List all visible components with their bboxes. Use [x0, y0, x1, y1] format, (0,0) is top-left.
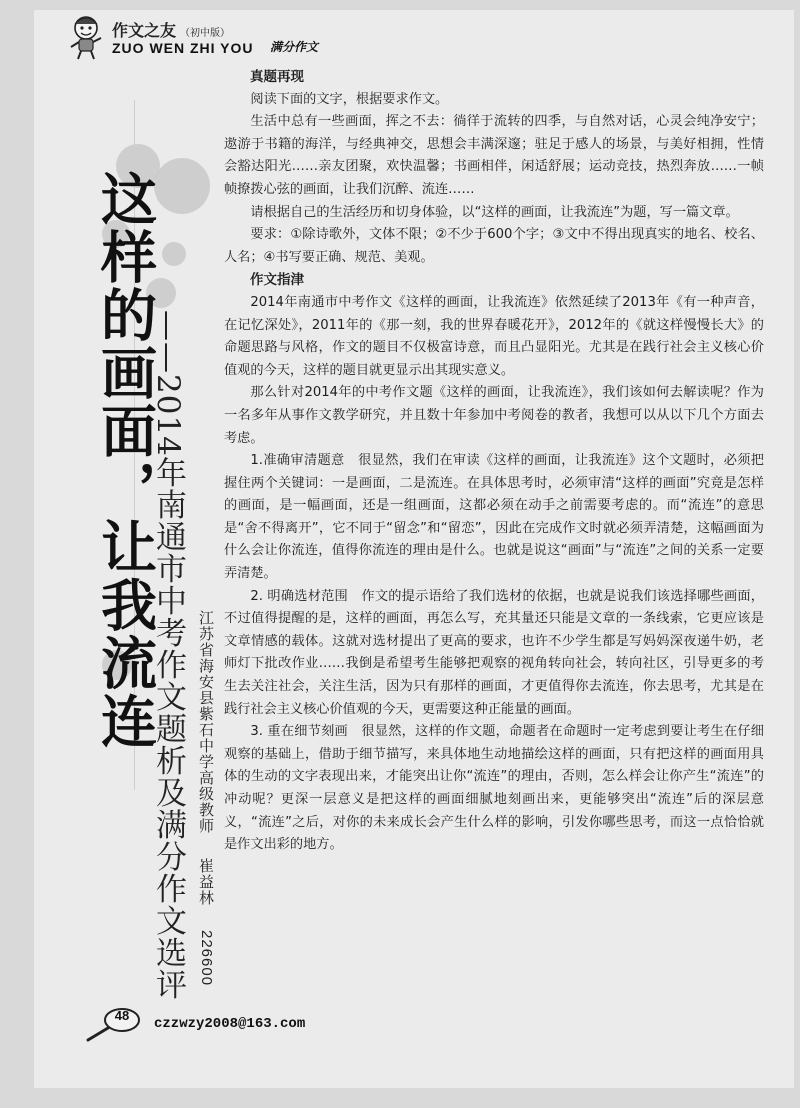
paragraph: 要求：①除诗歌外，文体不限；②不少于600个字；③文中不得出现真实的地名、校名、人名；④书写要正确、规范、美观。: [224, 227, 764, 265]
page-number: 48: [114, 1008, 130, 1023]
decor-circle: [154, 158, 210, 214]
magazine-page: [34, 10, 794, 1088]
paragraph: 请根据自己的生活经历和切身体验，以“这样的画面，让我流连”为题，写一篇文章。: [250, 204, 739, 220]
edition-label: （初中版）: [180, 28, 231, 39]
article-title: 这样的画面，让我流连: [92, 170, 157, 750]
paragraph: 阅读下面的文字，根据要求作文。: [250, 91, 449, 107]
article-subtitle: ——2014年南通市中考作文题析及满分作文选评: [150, 310, 186, 1001]
article-body: [224, 66, 764, 857]
author-zip: 226600: [198, 929, 215, 986]
section-question: [224, 66, 764, 269]
magazine-name: [112, 18, 230, 41]
paragraph: 2014年南通市中考作文《这样的画面，让我流连》依然延续了2013年《有一种声音，在记忆深处》，2011年的《那一刻，我的世界春暖花开》，2012年的《就这样慢慢长大》的命题思路与风格，作文的题目不仅极富诗意，而且凸显阳光。尤其是在践行社会主义核心价值观的今天，这样的题目就更显示出其现实意义。: [224, 294, 764, 378]
magazine-slogan: 满分作文: [270, 40, 319, 54]
magazine-header: [64, 12, 394, 68]
contact-email: czzwzy2008@163.com: [154, 1016, 306, 1032]
magazine-name-en: ZUO WEN ZHI YOU: [112, 40, 254, 56]
paragraph: 2. 明确选材范围 作文的提示语给了我们选材的依据，也就是说我们该选择哪些画面，不过值得提醒的是，这样的画面，再怎么写，充其量还只能是文章的一条线索，它更应该是文章情感的载体。这就对选材提出了更高的要求，也许不少学生都是写妈妈深夜递牛奶，老师灯下批改作业……我倒是希望考生能够把观察的视角转向社会，转向社区，引导更多的考生去关注社会，关注生活，因为只有那样的画面，才更值得你去流连，你去思考，尤其是在践行社会主义核心价值观的今天，更需要这种正能量的画面。: [224, 588, 764, 717]
magazine-name-cn: 作文之友: [112, 21, 177, 40]
section-heading: 真题再现: [250, 69, 304, 85]
author-info: [194, 610, 216, 986]
paragraph: 那么针对2014年的中考作文题《这样的画面，让我流连》，我们该如何去解读呢？作为一名多年从事作文教学研究，并且数十年参加中考阅卷的教者，我想可以从以下几个方面去考虑。: [224, 385, 764, 446]
section-heading: 作文指津: [250, 272, 304, 289]
paragraph: 生活中总有一些画面，挥之不去：徜徉于流转的四季，与自然对话，心灵会纯净安宁；遨游于书籍的海洋，与经典神交，思想会丰满深邃；驻足于感人的场景，与美好相拥，性情会豁达阳光……亲友团聚，欢快温馨；书画相伴，闲适舒展；运动竞技，热烈奔放……一帧帧撩拨心弦的画面，让我们沉醉、流连……: [224, 114, 764, 197]
mascot-icon: [68, 14, 104, 60]
page-footer: [84, 1006, 404, 1046]
author-affiliation: 江苏省海安县紫石中学高级教师: [197, 610, 215, 834]
paragraph: 3. 重在细节刻画 很显然，这样的作文题，命题者在命题时一定考虑到要让考生在仔细观察的基础上，借助于细节描写，来具体地生动地描绘这样的画面，只有把这样的画面用具体的生动的文字表现出来，才能突出让你“流连”的理由，否则，怎么样会让你产生“流连”的冲动呢？更深一层意义是把这样的画面细腻地刻画出来，更能够突出“流连”后的深层意义，“流连”之后，对你的未来成长会产生什么样的影响，引发你哪些思考，而这一点恰恰就是作文出彩的地方。: [224, 724, 764, 853]
decor-circle: [162, 242, 186, 266]
paragraph: 1.准确审清题意 很显然，我们在审读《这样的画面，让我流连》这个文题时，必须把握住两个关键词：一是画面，二是流连。在具体思考时，必须审清“这样的画面”究竟是怎样的画面，是一幅画面，还是一组画面，这都必须在动手之前需要考虑的。而“流连”的意思是“舍不得离开”，它不同于“留念”和“留恋”，因此在完成作文时就必须弄清楚，这幅画面为什么会让你流连，值得你流连的理由是什么。也就是说这“画面”与“流连”之间的关系一定要弄清楚。: [224, 453, 764, 582]
section-guide: [224, 269, 764, 856]
author-name: 崔益林: [197, 857, 215, 906]
